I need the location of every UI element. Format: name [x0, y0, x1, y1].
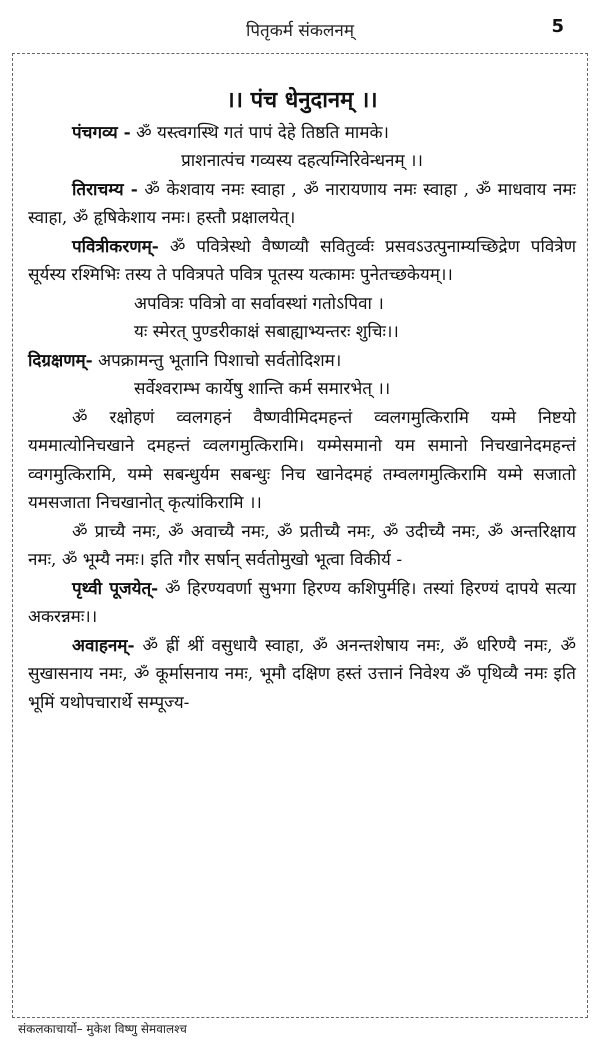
avahanam-text: ॐ ह्रीं श्रीं वसुधायै स्वाहा, ॐ अनन्तशेषाय नमः, ॐ धरिण्यै नमः, ॐ सुखासनाय नमः, ॐ कूर्मासनाय नमः, भूमौ दक्षिण हस्तं उत्तानं निवेश्य ॐ पृथिव्यै नमः इति भूमिं यथोपचारार्थे सम्पूज्य-	[28, 635, 576, 713]
page-body	[28, 86, 576, 717]
prithvi-label: पृथ्वी पूजयेत्-	[72, 578, 159, 599]
prithvi-paragraph	[28, 575, 576, 632]
digrakshanam-line2: सर्वेश्वराम्भ कार्येषु शान्ति कर्म समारभेत् ।।	[134, 379, 391, 399]
page-number: 5	[551, 16, 564, 37]
panchagavya-line2: प्राशनात्पंच गव्यस्य दहत्यग्निरिवेन्धनम् ।।	[181, 151, 423, 171]
panchagavya-paragraph	[28, 119, 576, 148]
panchagavya-label: पंचगव्य -	[72, 122, 131, 143]
pavitrikaranam-paragraph	[28, 233, 576, 290]
avahanam-label: अवाहनम्-	[72, 635, 135, 656]
pavitrikaranam-label: पवित्रीकरणम्-	[72, 236, 159, 257]
pavitrikaranam-verse2: यः स्मेरत् पुण्डरीकाक्षं सबाह्याभ्यन्तरः शुचिः।।	[134, 322, 399, 342]
page-header	[0, 0, 600, 52]
running-title: पितृकर्म संकलनम्	[245, 21, 355, 41]
pavitrikaranam-text: ॐ पवित्रेस्थो वैष्णव्यौ सवितुर्व्वः प्रसवऽउत्पुनाम्यच्छिद्रेण पवित्रेण सूर्यस्य रश्मिभिः तस्य ते पवित्रपते पवित्र पूतस्य यत्कामः पुनेतच्छकेयम्।।	[28, 236, 576, 285]
footer-credit: संकलकाचार्यो– मुकेश विष्णु सेमवालश्च	[18, 1022, 187, 1036]
panchagavya-line1: ॐ यस्त्वगस्थि गतं पापं देहे तिष्ठति मामके।	[130, 122, 390, 143]
digrakshanam-label: दिग्रक्षणम्-	[28, 350, 93, 371]
digrakshanam-paragraph	[28, 347, 576, 376]
avahanam-paragraph	[28, 632, 576, 718]
rakshohanam-paragraph: ॐ रक्षोहणं व्वलगहनं वैष्णवीमिदमहन्तं व्वलगमुत्किरामि यम्मे निष्टयो यममात्योनिचखाने दमहन्तं व्वलगमुत्किरामि। यम्मेसमानो यम समानो निचखानेदमहन्तं व्वगमुत्किरामि, यम्मे सबन्धुर्यम सबन्धुः निच खानेदमहं तम्वलगमुत्किरामि यम्मे सजातो यमसजाता निचखानोत् कृत्यांकिरामि ।।	[28, 407, 576, 513]
prithvi-text: ॐ हिरण्यवर्णा सुभगा हिरण्य कशिपुर्महि। तस्यां हिरण्यं दापये सत्या अकरन्नमः।।	[28, 578, 576, 627]
tirachamya-text: ॐ केशवाय नमः स्वाहा , ॐ नारायणाय नमः स्वाहा , ॐ माधवाय नमः स्वाहा, ॐ हृषिकेशाय नमः। हस्तौ प्रक्षालयेत्।	[28, 179, 576, 228]
digrakshanam-line1: अपक्रामन्तु भूतानि पिशाचो सर्वतोदिशम।	[92, 350, 342, 371]
pavitrikaranam-verse1: अपवित्रः पवित्रो वा सर्वावस्थां गतोऽपिवा ।	[134, 293, 384, 314]
section-title: ।। पंच धेनुदानम् ।।	[226, 87, 378, 113]
tirachamya-label: तिराचम्य -	[72, 179, 138, 200]
namaskara-paragraph: ॐ प्राच्यै नमः, ॐ अवाच्यै नमः, ॐ प्रतीच्यै नमः, ॐ उदीच्यै नमः, ॐ अन्तरिक्षाय नमः, ॐ भूम्यै नमः। इति गौर सर्षान् सर्वतोमुखो भूत्वा विकीर्य -	[28, 521, 576, 570]
tirachamya-paragraph	[28, 176, 576, 233]
